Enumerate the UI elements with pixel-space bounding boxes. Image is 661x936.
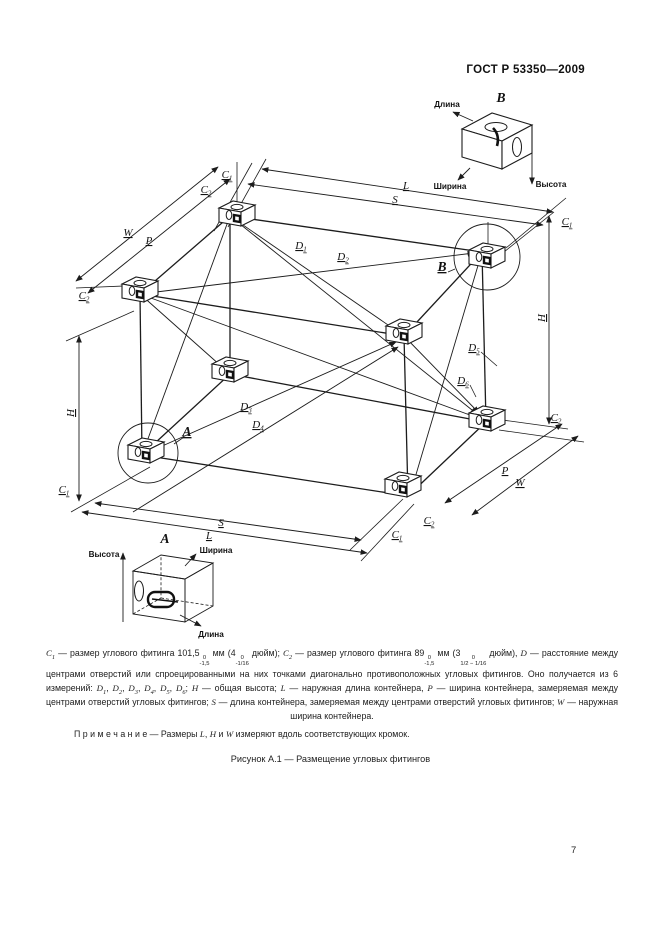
figure-note: П р и м е ч а н и е — Размеры L, H и W измеряют вдоль соответствующих кромок. [74, 729, 410, 739]
dim-label-p-upleft: P [145, 235, 153, 247]
dim-label-d4: $D_4$ [252, 419, 264, 433]
detail-b-height-label: Высота [535, 180, 567, 189]
corner-fittings [122, 201, 505, 497]
detail-drawing-b [434, 90, 567, 191]
dim-label-c2-topleft: $C_2$ [200, 184, 212, 198]
detail-a-height-label: Высота [88, 550, 120, 559]
dim-label-c2-left: $C_2$ [78, 290, 90, 304]
detail-b-title: B [496, 90, 506, 105]
diagonal-lines [133, 216, 482, 512]
dim-label-c2-bottomcenter: $C_2$ [423, 515, 435, 529]
dim-label-d5: $D_5$ [468, 342, 480, 356]
dim-label-c1-topleft: $C_1$ [221, 169, 233, 183]
detail-a-title: A [160, 531, 170, 546]
detail-b-width-label: Ширина [433, 182, 467, 191]
dim-label-h-right: H [536, 314, 548, 322]
dim-label-d6: $D_6$ [457, 375, 469, 389]
page-number: 7 [571, 845, 577, 856]
dim-label-h-left: H [65, 409, 77, 417]
dim-label-d3: $D_3$ [240, 401, 252, 415]
detail-b-length-label: Длина [434, 100, 460, 109]
corner-label-b: B [437, 259, 447, 274]
corner-label-a: A [182, 424, 192, 439]
dim-label-l-top: L [402, 180, 410, 192]
figure-legend: $C_1$ — размер углового фитинга 101,5 0 -1,5 мм (4 0 -1/16 дюйм); $C_2$ — размер углового фитинга 89 0 -1,5 мм (3 0 1/2 − 1/16 дюйм), D — расстояние между центрами отверстий или спроецированными на них точками диагонально противоположных угловых фитингов. Оно получается из 6 измерений: $D_1$, $D_2$, $D_3$, $D_4$, $D_5$, $D_6$; H — общая высота; L — наружная длина контейнера, P — ширина контейнера, замеряемая между центрами отверстий угловых фитингов; S — длина контейнера, замеряемая между центрами отверстий угловых фитингов; W — наружная ширина контейнера. [46, 648, 619, 721]
detail-a-length-label: Длина [198, 630, 224, 639]
document-header: ГОСТ Р 53350—2009 [466, 64, 585, 76]
dim-label-c1-topright: $C_1$ [561, 216, 573, 230]
dim-label-c1-bottomleft: $C_1$ [58, 484, 70, 498]
dim-label-c1-bottomcenter: $C_1$ [391, 529, 403, 543]
dimension-lines [66, 159, 584, 561]
detail-a-width-label: Ширина [199, 546, 233, 555]
figure-caption: Рисунок А.1 — Размещение угловых фитингов [230, 754, 431, 764]
dim-label-l-bottom: L [205, 530, 213, 542]
dim-label-w-lowright: W [515, 477, 525, 489]
dim-label-s-top: S [392, 194, 398, 206]
dim-label-w-upleft: W [123, 227, 133, 239]
dim-label-c2-right: $C_2$ [550, 412, 562, 426]
dim-label-d1: $D_1$ [295, 240, 307, 254]
dim-label-p-lowright: P [501, 465, 509, 477]
dim-label-d2: $D_2$ [337, 251, 349, 265]
detail-drawing-a [89, 531, 233, 639]
dim-label-s-bottom: S [218, 517, 224, 529]
